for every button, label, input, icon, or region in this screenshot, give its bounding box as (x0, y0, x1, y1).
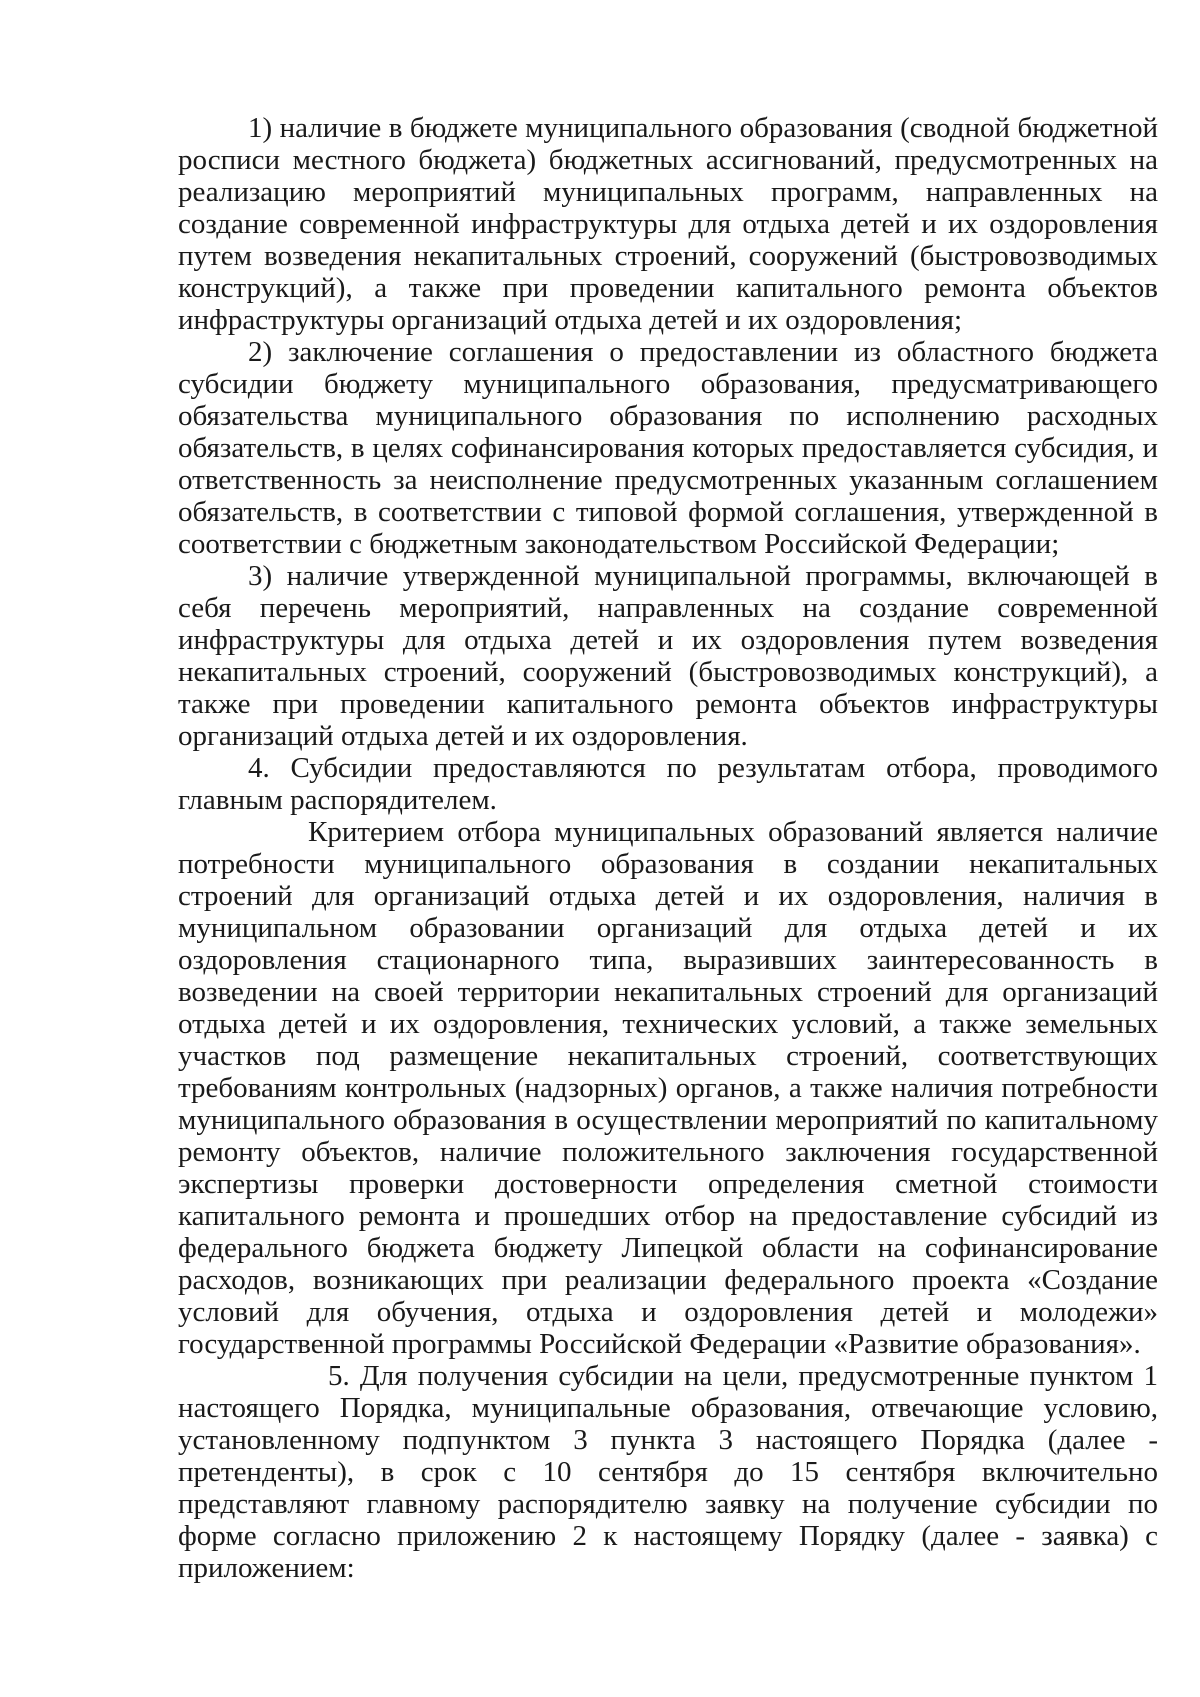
document-body (178, 112, 1158, 1584)
paragraph-item-1: 1) наличие в бюджете муниципального образования (сводной бюджетной росписи местного бюджета) бюджетных ассигнований, предусмотренных на реализацию мероприятий муниципальных программ, направленных на создание современной инфраструктуры для отдыха детей и их оздоровления путем возведения некапитальных строений, сооружений (быстровозводимых конструкций), а также при проведении капитального ремонта объектов инфраструктуры организаций отдыха детей и их оздоровления; (178, 112, 1158, 336)
paragraph-item-2: 2) заключение соглашения о предоставлении из областного бюджета субсидии бюджету муниципального образования, предусматривающего обязательства муниципального образования по исполнению расходных обязательств, в целях софинансирования которых предоставляется субсидия, и ответственность за неисполнение предусмотренных указанным соглашением обязательств, в соответствии с типовой формой соглашения, утвержденной в соответствии с бюджетным законодательством Российской Федерации; (178, 336, 1158, 560)
paragraph-point-4: 4. Субсидии предоставляются по результатам отбора, проводимого главным распорядителем. (178, 752, 1158, 816)
paragraph-selection-criteria: Критерием отбора муниципальных образований является наличие потребности муниципального образования в создании некапитальных строений для организаций отдыха детей и их оздоровления, наличия в муниципальном образовании организаций для отдыха детей и их оздоровления стационарного типа, выразивших заинтересованность в возведении на своей территории некапитальных строений для организаций отдыха детей и их оздоровления, технических условий, а также земельных участков под размещение некапитальных строений, соответствующих требованиям контрольных (надзорных) органов, а также наличия потребности муниципального образования в осуществлении мероприятий по капитальному ремонту объектов, наличие положительного заключения государственной экспертизы проверки достоверности определения сметной стоимости капитального ремонта и прошедших отбор на предоставление субсидий из федерального бюджета бюджету Липецкой области на софинансирование расходов, возникающих при реализации федерального проекта «Создание условий для обучения, отдыха и оздоровления детей и молодежи» государственной программы Российской Федерации «Развитие образования». (178, 816, 1158, 1360)
paragraph-item-3: 3) наличие утвержденной муниципальной программы, включающей в себя перечень мероприятий, направленных на создание современной инфраструктуры для отдыха детей и их оздоровления путем возведения некапитальных строений, сооружений (быстровозводимых конструкций), а также при проведении капитального ремонта объектов инфраструктуры организаций отдыха детей и их оздоровления. (178, 560, 1158, 752)
paragraph-point-5: 5. Для получения субсидии на цели, предусмотренные пунктом 1 настоящего Порядка, муниципальные образования, отвечающие условию, установленному подпунктом 3 пункта 3 настоящего Порядка (далее - претенденты), в срок с 10 сентября до 15 сентября включительно представляют главному распорядителю заявку на получение субсидии по форме согласно приложению 2 к настоящему Порядку (далее - заявка) с приложением: (178, 1360, 1158, 1584)
